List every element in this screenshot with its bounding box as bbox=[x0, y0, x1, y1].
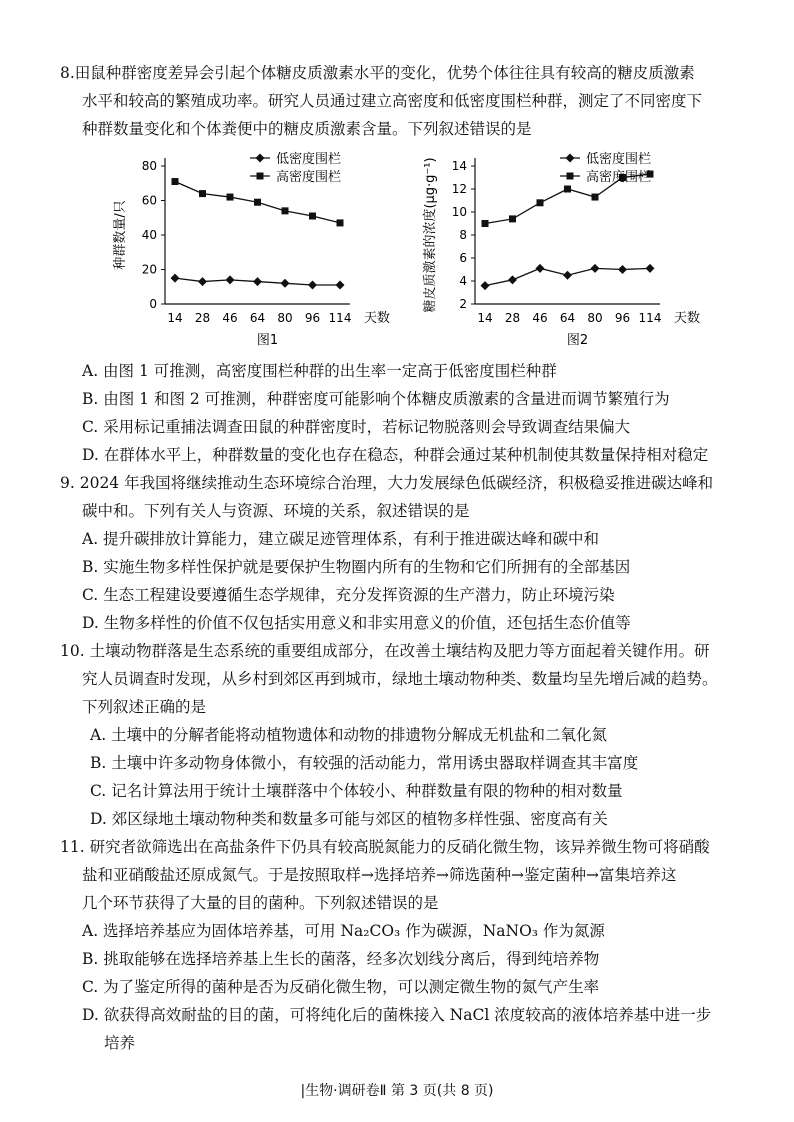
x-tick-label: 114 bbox=[328, 311, 352, 325]
y-tick-label: 80 bbox=[141, 159, 157, 173]
data-point-diamond bbox=[481, 281, 490, 290]
y-tick-label: 60 bbox=[141, 193, 157, 208]
data-point-square bbox=[309, 213, 316, 220]
y-tick-label: 6 bbox=[459, 251, 467, 265]
x-tick-label: 80 bbox=[277, 311, 293, 325]
legend-label: 低密度围栏 bbox=[586, 152, 652, 167]
data-point-diamond bbox=[618, 265, 627, 274]
x-tick-label: 96 bbox=[304, 311, 321, 325]
q8-option-a[interactable]: A. 由图 1 可推测，高密度围栏种群的出生率一定高于低密度围栏种群 bbox=[82, 362, 557, 380]
q9-stem-line1: 9. 2024 年我国将继续推动生态环境综合治理，大力发展绿色低碳经济，积极稳妥推进碳达峰和 bbox=[60, 474, 714, 492]
data-point-diamond bbox=[308, 281, 317, 290]
y-tick-label: 40 bbox=[141, 228, 157, 242]
legend-label: 高密度围栏 bbox=[276, 170, 342, 185]
data-point-diamond bbox=[198, 277, 207, 286]
data-point-diamond bbox=[336, 281, 345, 290]
data-point-square bbox=[282, 207, 289, 214]
data-point-square bbox=[199, 190, 206, 197]
q9-option-c[interactable]: C. 生态工程建设要遵循生态学规律，充分发挥资源的生产潜力，防止环境污染 bbox=[82, 586, 615, 604]
figure-caption: 图1 bbox=[256, 333, 279, 348]
q8-stem-line3: 种群数量变化和个体粪便中的糖皮质激素含量。下列叙述错误的是 bbox=[82, 120, 532, 138]
figure-caption: 图2 bbox=[566, 333, 589, 348]
q10-option-b[interactable]: B. 土壤中许多动物身体微小，有较强的活动能力，常用诱虫器取样调查其丰富度 bbox=[90, 754, 639, 772]
q9-option-a[interactable]: A. 提升碳排放计算能力，建立碳足迹管理体系，有利于推进碳达峰和碳中和 bbox=[82, 530, 600, 548]
y-axis-label: 种群数量/只 bbox=[113, 200, 128, 270]
x-tick-label: 64 bbox=[559, 311, 576, 325]
x-tick-label: 64 bbox=[249, 311, 266, 325]
y-tick-label: 20 bbox=[141, 262, 157, 277]
q11-option-a[interactable]: A. 选择培养基应为固体培养基，可用 Na₂CO₃ 作为碳源，NaNO₃ 作为氮源 bbox=[82, 922, 605, 940]
x-tick-label: 28 bbox=[194, 311, 211, 325]
q11-option-b[interactable]: B. 挑取能够在选择培养基上生长的菌落，经多次划线分离后，得到纯培养物 bbox=[82, 950, 600, 968]
data-point-diamond bbox=[171, 274, 180, 283]
data-point-diamond bbox=[591, 264, 600, 273]
data-point-diamond bbox=[646, 264, 655, 273]
q10-option-d[interactable]: D. 郊区绿地土壤动物种类和数量多可能与郊区的植物多样性强、密度高有关 bbox=[90, 810, 608, 828]
legend-marker-diamond bbox=[566, 154, 575, 163]
q10-option-a[interactable]: A. 土壤中的分解者能将动植物遗体和动物的排遗物分解成无机盐和二氧化氮 bbox=[90, 726, 608, 744]
legend-marker-diamond bbox=[256, 154, 265, 163]
data-point-diamond bbox=[226, 275, 235, 284]
q11-stem-line2: 盐和亚硝酸盐还原成氮气。于是按照取样→选择培养→筛选菌种→鉴定菌种→富集培养这 bbox=[82, 866, 677, 884]
x-axis-label: 天数 bbox=[364, 311, 391, 326]
y-tick-label: 14 bbox=[451, 159, 467, 173]
y-tick-label: 12 bbox=[451, 182, 467, 196]
y-tick-label: 10 bbox=[451, 205, 467, 219]
x-tick-label: 14 bbox=[167, 311, 183, 325]
q11-option-c[interactable]: C. 为了鉴定所得的菌种是否为反硝化微生物，可以测定微生物的氮气产生率 bbox=[82, 978, 600, 996]
data-point-diamond bbox=[253, 277, 262, 286]
data-point-diamond bbox=[508, 275, 517, 284]
legend-label: 高密度围栏 bbox=[586, 170, 652, 185]
legend-marker-square bbox=[567, 173, 574, 180]
data-point-square bbox=[537, 199, 544, 206]
data-point-diamond bbox=[536, 264, 545, 273]
x-tick-label: 28 bbox=[504, 311, 521, 325]
q9-option-d[interactable]: D. 生物多样性的价值不仅包括实用意义和非实用意义的价值，还包括生态价值等 bbox=[82, 614, 631, 632]
q10-stem-line1: 10. 土壤动物群落是生态系统的重要组成部分，在改善土壤结构及肥力等方面起着关键作用。研 bbox=[60, 642, 710, 660]
x-tick-label: 46 bbox=[532, 311, 548, 325]
data-point-square bbox=[509, 215, 516, 222]
q9-stem-line2: 碳中和。下列有关人与资源、环境的关系，叙述错误的是 bbox=[82, 502, 470, 520]
q8-option-b[interactable]: B. 由图 1 和图 2 可推测，种群密度可能影响个体糖皮质激素的含量进而调节繁殖行为 bbox=[82, 390, 670, 408]
q11-option-d[interactable]: D. 欲获得高效耐盐的目的菌，可将纯化后的菌株接入 NaCl 浓度较高的液体培养基中进一步 bbox=[82, 1006, 712, 1024]
data-point-square bbox=[337, 219, 344, 226]
q8-stem-line1: 8.田鼠种群密度差异会引起个体糖皮质激素水平的变化，优势个体往往具有较高的糖皮质激素 bbox=[60, 64, 695, 82]
y-axis-label: 糖皮质激素的浓度(μg·g⁻¹) bbox=[423, 157, 438, 313]
y-tick-label: 8 bbox=[459, 228, 467, 242]
q11-option-d-continuation: 培养 bbox=[104, 1034, 136, 1052]
q10-option-c[interactable]: C. 记名计算法用于统计土壤群落中个体较小、种群数量有限的物种的相对数量 bbox=[90, 782, 623, 800]
q8-stem-line2: 水平和较高的繁殖成功率。研究人员通过建立高密度和低密度围栏种群，测定了不同密度下 bbox=[82, 92, 703, 110]
legend-label: 低密度围栏 bbox=[276, 152, 342, 167]
data-point-square bbox=[482, 220, 489, 227]
x-tick-label: 14 bbox=[477, 311, 493, 325]
data-point-diamond bbox=[563, 271, 572, 280]
q11-stem-line3: 几个环节获得了大量的目的菌种。下列叙述错误的是 bbox=[82, 894, 439, 912]
figure-2-chart bbox=[420, 146, 720, 352]
q10-stem-line3: 下列叙述正确的是 bbox=[82, 698, 207, 716]
x-tick-label: 46 bbox=[222, 311, 238, 325]
data-point-square bbox=[172, 178, 179, 185]
page-footer: |生物·调研卷Ⅱ 第 3 页(共 8 页) bbox=[300, 1083, 494, 1099]
x-tick-label: 114 bbox=[638, 311, 662, 325]
y-tick-label: 4 bbox=[459, 274, 467, 288]
legend-marker-square bbox=[257, 173, 264, 180]
q8-option-d[interactable]: D. 在群体水平上，种群数量的变化也存在稳态，种群会通过某种机制使其数量保持相对稳定 bbox=[82, 446, 709, 464]
q11-stem-line1: 11. 研究者欲筛选出在高盐条件下仍具有较高脱氮能力的反硝化微生物，该异养微生物可将硝酸 bbox=[60, 838, 710, 856]
y-tick-label: 2 bbox=[459, 297, 467, 311]
data-point-square bbox=[592, 194, 599, 201]
x-axis-label: 天数 bbox=[674, 311, 701, 326]
q8-option-c[interactable]: C. 采用标记重捕法调查田鼠的种群密度时，若标记物脱落则会导致调查结果偏大 bbox=[82, 418, 631, 436]
data-point-square bbox=[254, 199, 261, 206]
data-point-diamond bbox=[281, 279, 290, 288]
q10-stem-line2: 究人员调查时发现，从乡村到郊区再到城市，绿地土壤动物种类、数量均呈先增后减的趋势。 bbox=[82, 670, 718, 688]
figure-1-chart bbox=[110, 146, 410, 352]
x-tick-label: 80 bbox=[587, 311, 603, 325]
q9-option-b[interactable]: B. 实施生物多样性保护就是要保护生物圈内所有的生物和它们所拥有的全部基因 bbox=[82, 558, 631, 576]
data-point-square bbox=[227, 194, 234, 201]
data-point-square bbox=[564, 186, 571, 193]
x-tick-label: 96 bbox=[614, 311, 631, 325]
y-tick-label: 0 bbox=[149, 297, 157, 311]
